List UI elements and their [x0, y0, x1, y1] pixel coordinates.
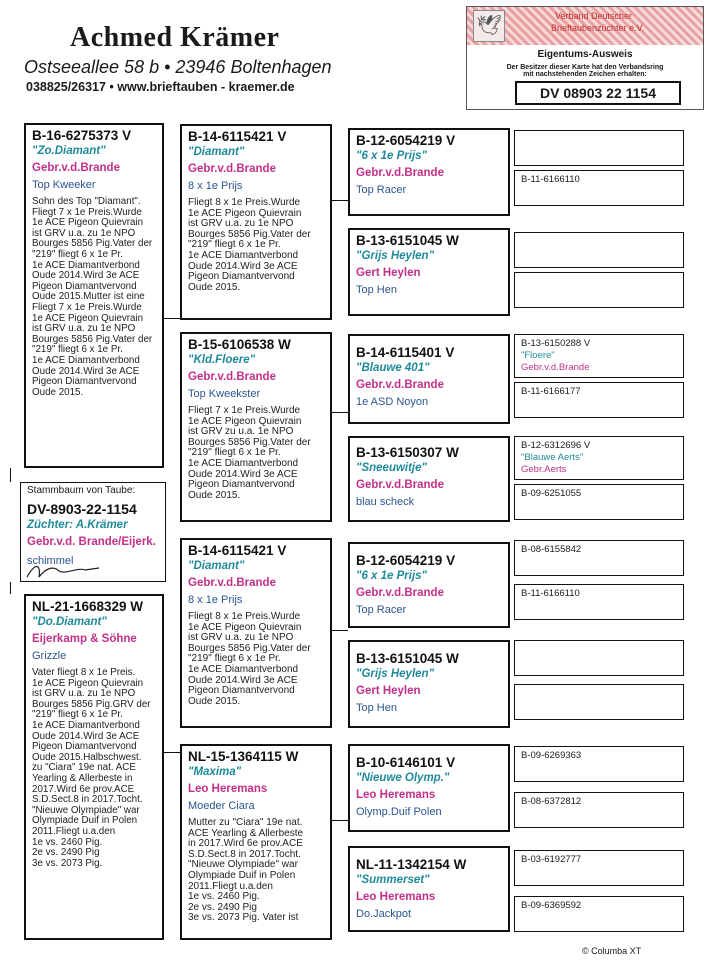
grandparent-breeder: Leo Heremans — [188, 783, 268, 795]
ggp-breeder: Gert Heylen — [356, 685, 421, 697]
grandparent-breeder: Gebr.v.d.Brande — [188, 163, 276, 175]
ggp-desc: blau scheck — [356, 496, 415, 508]
great-grandparent-card — [348, 846, 510, 932]
grandparent-card — [180, 744, 332, 940]
ggp-desc: Do.Jackpot — [356, 908, 412, 920]
g4-breeder: Gebr.v.d.Brande — [521, 361, 590, 373]
card-text: mit nachstehenden Zeichen erhalten: — [523, 71, 647, 78]
g4-card — [514, 170, 684, 206]
sire-breeder: Gebr.v.d.Brande — [32, 162, 120, 174]
ggp-name: "Blauwe 401" — [356, 362, 430, 374]
ggp-ring: B-12-6054219 V — [356, 553, 456, 568]
grandparent-name: "Kld.Floere" — [188, 354, 256, 366]
ggp-ring: B-13-6151045 W — [356, 233, 459, 248]
g4-ring: B-11-6166177 — [521, 386, 581, 397]
g4-ring: B-12-6312696 V — [521, 440, 591, 451]
ggp-desc: Top Racer — [356, 184, 407, 196]
great-grandparent-card — [348, 128, 510, 216]
sire-text: Sohn des Top "Diamant". Fliegt 7 x 1e Preis.Wurde 1e ACE Pigeon Quievrain ist GRV u.a. zu 1e NPO Bourges 5856 Pig.Vater der "219" fliegt 6 x 1e Pr. 1e ACE Diamantverbond Oude 2014.Wird 3e ACE Pigeon Diamantvervond Oude 2015.Mutter ist eine Fliegt 7 x 1e Preis.Wurde 1e ACE Pigeon Quievrain ist GRV u.a. zu 1e NPO Bourges 5856 Pig.Vater der "219" fliegt 6 x 1e Pr. 1e ACE Diamantverbond Oude 2014.Wird 3e ACE Pigeon Diamantvervond Oude 2015. — [32, 196, 153, 398]
ggp-breeder: Gebr.v.d.Brande — [356, 379, 444, 391]
card-text: Der Besitzer dieser Karte hat den Verbandsring — [506, 64, 664, 71]
g4-ring: B-09-6269363 — [521, 750, 582, 761]
g4-name: "Floere" — [521, 350, 555, 361]
ggp-desc: Top Hen — [356, 284, 397, 296]
ownership-card — [466, 6, 704, 110]
dam-text: Vater fliegt 8 x 1e Preis. 1e ACE Pigeon Quievrain ist GRV u.a. zu 1e NPO Bourges 5856 Pig.GRV der "219" fliegt 6 x 1e Pr. 1e ACE Diamantverbond Oude 2014.Wird 3e ACE Pigeon Diamantvervond Oude 2015.Halbschwest. zu "Ciara" 19e nat. ACE Yearling & Allerbeste in 2017.Wird 6e prov.ACE S.D.Sect.8 in 2017.Tocht. "Nieuwe Olympiade" war Olympiade Duif in Polen 2011.Fliegt u.a.den 1e vs. 2460 Pig. 2e vs. 2490 Pig 3e vs. 2073 Pig. — [32, 667, 151, 869]
ggp-ring: B-13-6151045 W — [356, 651, 459, 666]
great-grandparent-card — [348, 436, 510, 522]
grandparent-desc: Top Kweekster — [188, 388, 261, 400]
g4-breeder: Gebr.Aerts — [521, 463, 567, 475]
ggp-name: "Sneeuwitje" — [356, 462, 427, 474]
grandparent-ring: B-14-6115421 V — [188, 129, 287, 144]
great-grandparent-card — [348, 334, 510, 424]
connector-line — [332, 820, 348, 821]
connector-line — [162, 318, 180, 319]
grandparent-text: Fliegt 7 x 1e Preis.Wurde 1e ACE Pigeon Quievrain ist GRV zu u.a. 1e NPO Bourges 5856 Pig.Vater der "219" fliegt 6 x 1e Pr. 1e ACE Diamantverbond Oude 2014.Wird 3e ACE Pigeon Diamantvervond Oude 2015. — [188, 405, 311, 501]
ggp-name: "Grijs Heylen" — [356, 668, 435, 680]
connector-line — [162, 752, 180, 753]
footer-copyright: © Columba XT — [582, 946, 642, 956]
ggp-desc: 1e ASD Noyon — [356, 396, 429, 408]
ggp-name: "Nieuwe Olymp." — [356, 772, 450, 784]
great-grandparent-card — [348, 228, 510, 316]
ggp-name: "6 x 1e Prijs" — [356, 150, 428, 162]
subject-ring: DV-8903-22-1154 — [27, 501, 137, 517]
g4-card — [514, 272, 684, 308]
ggp-ring: B-13-6150307 W — [356, 445, 459, 460]
g4-card — [514, 684, 684, 720]
g4-card — [514, 792, 684, 828]
connector-line — [10, 468, 11, 482]
subject-color: schimmel — [27, 555, 74, 567]
dam-name: "Do.Diamant" — [32, 616, 107, 628]
grandparent-desc: 8 x 1e Prijs — [188, 180, 243, 192]
g4-ring: B-08-6155842 — [521, 544, 582, 555]
ggp-ring: B-14-6115401 V — [356, 345, 455, 360]
g4-ring: B-11-6166110 — [521, 174, 580, 185]
connector-line — [332, 200, 348, 201]
g4-card — [514, 382, 684, 418]
ggp-breeder: Leo Heremans — [356, 789, 436, 801]
great-grandparent-card — [348, 744, 510, 832]
pigeon-logo-icon: 🕊 — [473, 10, 505, 42]
g4-ring: B-09-6369592 — [521, 900, 582, 911]
grandparent-breeder: Gebr.v.d.Brande — [188, 577, 276, 589]
sire-name: "Zo.Diamant" — [32, 145, 106, 157]
ggp-desc: Top Hen — [356, 702, 397, 714]
breeder-contact: 038825/26317 • www.brieftauben - kraemer.de — [26, 80, 295, 94]
g4-card — [514, 540, 684, 576]
card-association-line2: Brieftaubenzüchter e.V. — [551, 23, 645, 33]
connector-line — [10, 582, 11, 594]
card-title: Eigentums-Ausweis — [537, 49, 633, 60]
g4-card — [514, 436, 684, 480]
grandparent-name: "Maxima" — [188, 766, 242, 778]
connector-line — [332, 412, 348, 413]
subject-caption: Stammbaum von Taube: — [27, 485, 136, 496]
subject-line: Gebr.v.d. Brande/Eijerk. — [27, 536, 156, 548]
ggp-breeder: Gebr.v.d.Brande — [356, 167, 444, 179]
grandparent-card — [180, 538, 332, 728]
g4-card — [514, 640, 684, 676]
grandparent-desc: 8 x 1e Prijs — [188, 594, 243, 606]
g4-ring: B-08-6372812 — [521, 796, 582, 807]
grandparent-ring: B-15-6106538 W — [188, 337, 291, 352]
g4-ring: B-03-6192777 — [521, 854, 582, 865]
dam-breeder: Eijerkamp & Söhne — [32, 633, 137, 645]
g4-card — [514, 130, 684, 166]
dam-desc: Grizzle — [32, 650, 67, 662]
g4-card — [514, 850, 684, 886]
breeder-address: Ostseeallee 58 b • 23946 Boltenhagen — [24, 57, 332, 77]
grandparent-ring: B-14-6115421 V — [188, 543, 287, 558]
ggp-ring: B-10-6146101 V — [356, 755, 456, 770]
signature — [25, 561, 105, 581]
ggp-breeder: Leo Heremans — [356, 891, 436, 903]
great-grandparent-card — [348, 640, 510, 728]
g4-card — [514, 484, 684, 520]
ggp-desc: Top Racer — [356, 604, 407, 616]
ggp-breeder: Gert Heylen — [356, 267, 421, 279]
sire-desc: Top Kweeker — [32, 179, 96, 191]
grandparent-text: Fliegt 8 x 1e Preis.Wurde 1e ACE Pigeon Quievrain ist GRV u.a. zu 1e NPO Bourges 5856 Pig.Vater der "219" fliegt 6 x 1e Pr. 1e ACE Diamantverbond Oude 2014.Wird 3e ACE Pigeon Diamantvervond Oude 2015. — [188, 197, 311, 293]
sire-card — [24, 123, 164, 468]
grandparent-name: "Diamant" — [188, 146, 245, 158]
subject-breeder: Züchter: A.Krämer — [27, 519, 128, 531]
dam-card — [24, 594, 164, 940]
ggp-name: "Grijs Heylen" — [356, 250, 435, 262]
ggp-ring: B-12-6054219 V — [356, 133, 456, 148]
ggp-name: "6 x 1e Prijs" — [356, 570, 428, 582]
breeder-name: Achmed Krämer — [70, 22, 280, 53]
dam-ring: NL-21-1668329 W — [32, 599, 144, 614]
subject-card — [20, 482, 166, 582]
card-association-line1: Verband Deutscher — [555, 11, 633, 21]
g4-ring: B-09-6251055 — [521, 488, 582, 499]
g4-card — [514, 334, 684, 378]
grandparent-text: Mutter zu "Ciara" 19e nat. ACE Yearling & Allerbeste in 2017.Wird 6e prov.ACE S.D.Sect.8 in 2017.Tocht. "Nieuwe Olympiade" war Olympiade Duif in Polen 2011.Fliegt u.a.den 1e vs. 2460 Pig. 2e vs. 2490 Pig 3e vs. 2073 Pig. Vater ist — [188, 817, 304, 924]
grandparent-text: Fliegt 8 x 1e Preis.Wurde 1e ACE Pigeon Quievrain ist GRV u.a. zu 1e NPO Bourges 5856 Pig.Vater der "219" fliegt 6 x 1e Pr. 1e ACE Diamantverbond Oude 2014.Wird 3e ACE Pigeon Diamantvervond Oude 2015. — [188, 611, 311, 707]
g4-card — [514, 746, 684, 782]
grandparent-desc: Moeder Ciara — [188, 800, 255, 812]
ggp-name: "Summerset" — [356, 874, 430, 886]
ggp-desc: Olymp.Duif Polen — [356, 806, 442, 818]
grandparent-breeder: Gebr.v.d.Brande — [188, 371, 276, 383]
ggp-breeder: Gebr.v.d.Brande — [356, 479, 444, 491]
great-grandparent-card — [348, 542, 510, 628]
g4-card — [514, 584, 684, 620]
grandparent-name: "Diamant" — [188, 560, 245, 572]
grandparent-card — [180, 124, 332, 320]
g4-name: "Blauwe Aerts" — [521, 452, 584, 463]
sire-ring: B-16-6275373 V — [32, 128, 132, 143]
g4-ring: B-11-6166110 — [521, 588, 580, 599]
grandparent-ring: NL-15-1364115 W — [188, 749, 299, 764]
g4-card — [514, 232, 684, 268]
card-ring-number: DV 08903 22 1154 — [515, 81, 681, 105]
connector-line — [332, 630, 348, 631]
g4-ring: B-13-6150288 V — [521, 338, 591, 349]
g4-card — [514, 896, 684, 932]
ggp-breeder: Gebr.v.d.Brande — [356, 587, 444, 599]
ggp-ring: NL-11-1342154 W — [356, 857, 467, 872]
grandparent-card — [180, 332, 332, 522]
